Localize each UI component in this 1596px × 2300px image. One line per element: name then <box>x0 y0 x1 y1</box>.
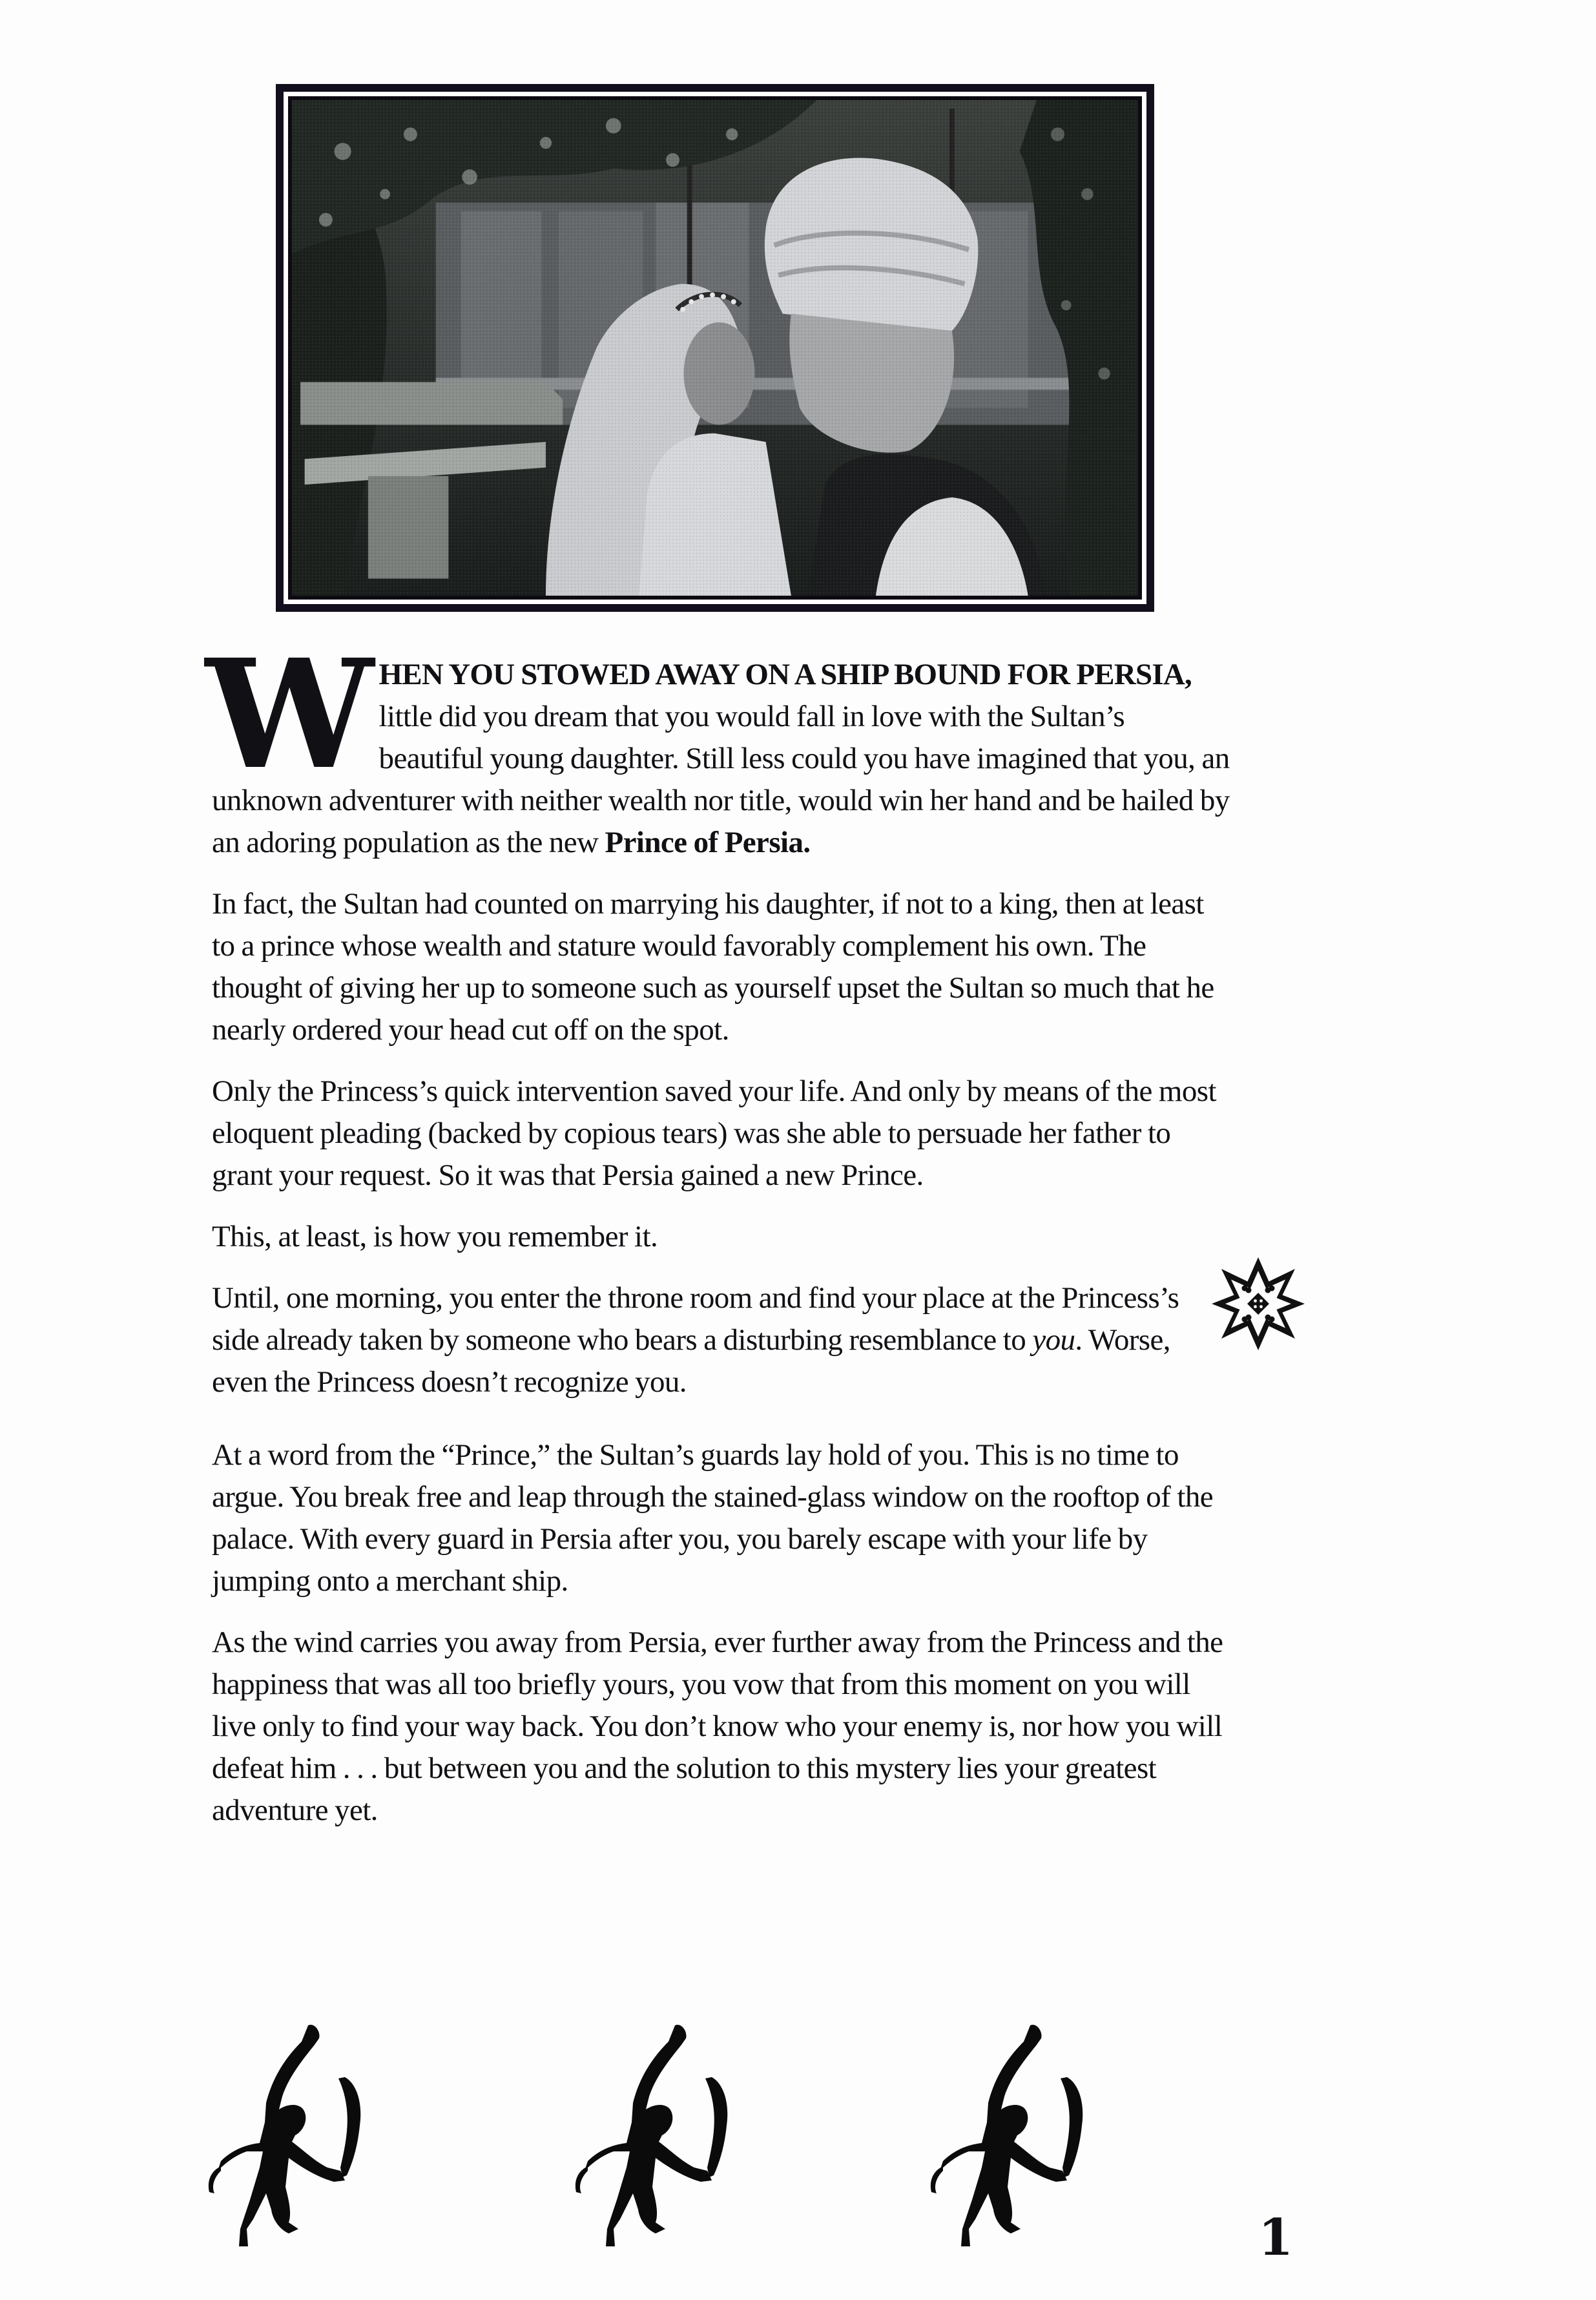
paragraph-6: At a word from the “Prince,” the Sultan’s guards lay hold of you. This is no time to argue. You break free and leap through the stained-glass window on the rooftop of the palace. With every guard in Persia after you, you barely escape with your life by jumping onto a merchant ship. <box>212 1438 1214 1598</box>
lead-in-caps: HEN YOU STOWED AWAY ON A SHIP BOUND FOR PERSIA, <box>378 658 1192 691</box>
leaping-swordsman-icon <box>176 2006 382 2258</box>
star-ornament-icon <box>1210 1255 1307 1352</box>
story-text <box>205 626 1232 1851</box>
emphasis-you: you <box>1032 1323 1075 1357</box>
illustration-frame <box>276 84 1154 612</box>
paragraph-5-start: Until, one morning, you enter the throne room and find your place at the Princess’s side already taken by someone who bears a disturbing resemblance to <box>212 1281 1179 1357</box>
drop-cap: W <box>205 626 370 802</box>
prince-of-persia-title: Prince of Persia. <box>605 826 811 859</box>
paragraph-3: Only the Princess’s quick intervention saved your life. And only by means of the most eloquent pleading (backed by copious tears) was she able to persuade her father to grant your request. So it was that Persia gained a new Prince. <box>212 1074 1216 1192</box>
paragraph-5-end: . Worse, even the Princess doesn’t recognize you. <box>212 1323 1170 1399</box>
paragraph-7: As the wind carries you away from Persia, ever further away from the Princess and the happiness that was all too briefly yours, you vow that from this moment on you will live only to find your way back. You don’t know who your enemy is, nor how you will defeat him . . . but between you and the solution to this mystery lies your greatest adventure yet. <box>212 1626 1223 1827</box>
leaping-swordsman-icon <box>898 2006 1104 2258</box>
paragraph-1-text: little did you dream that you would fall in love with the Sultan’s beautiful young daughter. Still less could you have imagined that you, an unknown adventurer with neither wealth nor title, would win her hand and be hailed by an adoring population as the new <box>212 700 1230 859</box>
paragraph-4: This, at least, is how you remember it. <box>212 1220 658 1253</box>
paragraph-1 <box>205 626 1232 864</box>
illustration <box>288 96 1142 600</box>
prince-princess-scene <box>292 100 1138 596</box>
paragraph-5 <box>212 1277 1232 1403</box>
paragraph-2: In fact, the Sultan had counted on marrying his daughter, if not to a king, then at least to a prince whose wealth and stature would favorably complement his own. The thought of giving her up to someone such as yourself upset the Sultan so much that he nearly ordered your head cut off on the spot. <box>212 887 1214 1047</box>
page-number: 1 <box>1258 2208 1294 2267</box>
leaping-swordsman-icon <box>543 2006 749 2258</box>
